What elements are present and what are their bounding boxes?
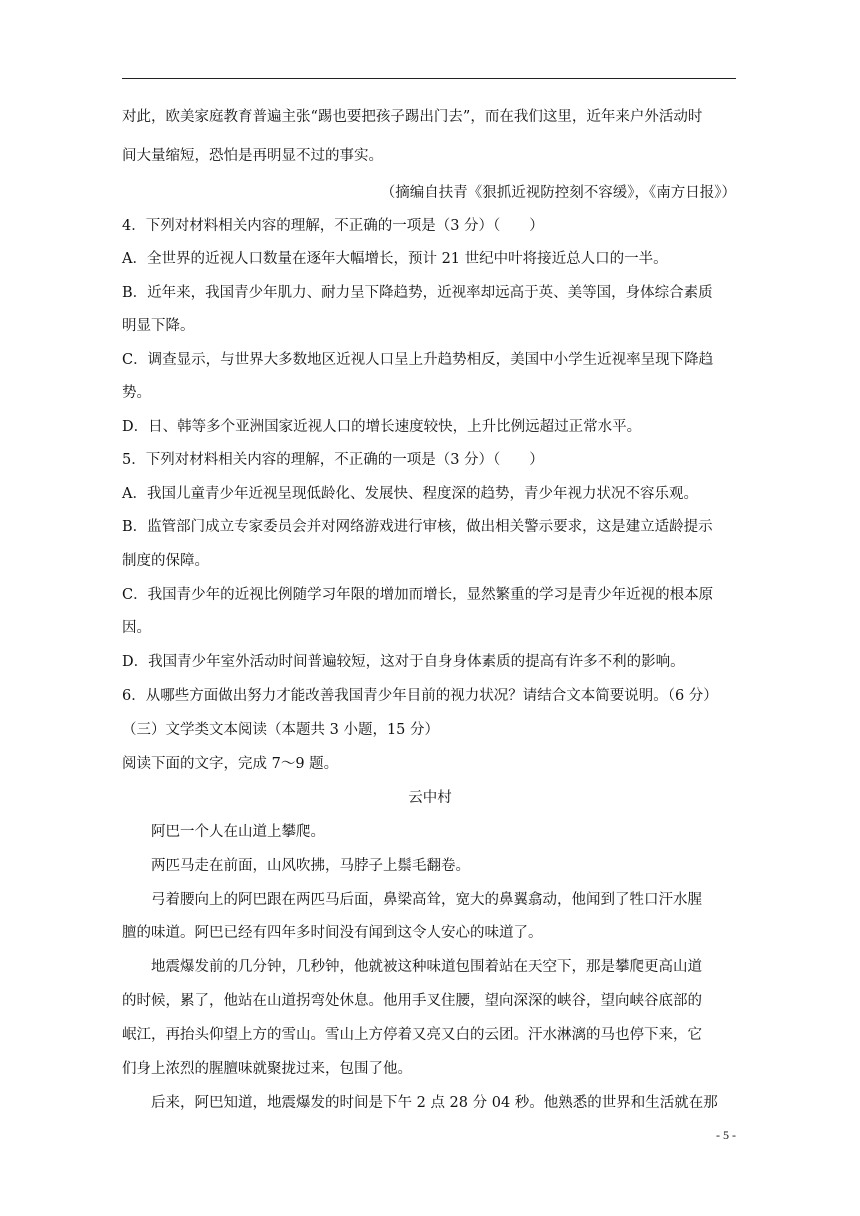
option-c: C．我国青少年的近视比例随学习年限的增加而增长，显然繁重的学习是青少年近视的根本原 [122, 587, 714, 603]
option-b: B．近年来，我国青少年肌力、耐力呈下降趋势，近视率却远高于英、美等国，身体综合素质 [122, 285, 713, 301]
text-line: 势。 [122, 385, 151, 401]
paragraph: 阿巴一个人在山道上攀爬。 [151, 824, 325, 840]
option-c: C．调查显示，与世界大多数地区近视人口呈上升趋势相反，美国中小学生近视率呈现下降趋 [122, 352, 714, 368]
story-title: 云中村 [408, 790, 452, 806]
text-line: 对此，欧美家庭教育普遍主张“踢也要把孩子踢出门去”，而在我们这里，近年来户外活动时 [122, 109, 703, 125]
question-4: 4．下列对材料相关内容的理解，不正确的一项是（3 分）（ ） [122, 218, 544, 234]
text-line: 间大量缩短，恐怕是再明显不过的事实。 [122, 148, 383, 164]
text-line: 因。 [122, 620, 151, 636]
question-5: 5．下列对材料相关内容的理解，不正确的一项是（3 分）（ ） [122, 452, 544, 468]
option-b: B．监管部门成立专家委员会并对网络游戏进行审核，做出相关警示要求，这是建立适龄提示 [122, 519, 713, 535]
instruction: 阅读下面的文字，完成 7～9 题。 [122, 756, 339, 772]
paragraph: 弓着腰向上的阿巴跟在两匹马后面，鼻梁高耸，宽大的鼻翼翕动，他闻到了牲口汗水腥 [151, 892, 702, 908]
option-d: D．日、韩等多个亚洲国家近视人口的增长速度较快，上升比例远超过正常水平。 [122, 419, 642, 435]
option-a: A．全世界的近视人口数量在逐年大幅增长，预计 21 世纪中叶将接近总人口的一半。 [122, 251, 668, 267]
paragraph: 后来，阿巴知道，地震爆发的时间是下午 2 点 28 分 04 秒。他熟悉的世界和生活就在那 [151, 1095, 718, 1111]
text-line: 岷江，再抬头仰望上方的雪山。雪山上方停着又亮又白的云团。汗水淋漓的马也停下来，它 [122, 1027, 702, 1043]
paragraph: 地震爆发前的几分钟，几秒钟，他就被这种味道包围着站在天空下，那是攀爬更高山道 [151, 959, 702, 975]
option-a: A．我国儿童青少年近视呈现低龄化、发展快、程度深的趋势，青少年视力状况不容乐观。 [122, 486, 698, 502]
text-line: 膻的味道。阿巴已经有四年多时间没有闻到这令人安心的味道了。 [122, 925, 543, 941]
question-6: 6．从哪些方面做出努力才能改善我国青少年目前的视力状况？请结合文本简要说明。（6 分） [122, 688, 718, 704]
source-citation: （摘编自扶青《狠抓近视防控刻不容缓》，《南方日报》） [380, 185, 736, 201]
page-number: - 5 - [716, 1128, 736, 1142]
text-line: 的时候，累了，他站在山道拐弯处休息。他用手叉住腰，望向深深的峡谷，望向峡谷底部的 [122, 993, 702, 1009]
section-heading: （三）文学类文本阅读（本题共 3 小题，15 分） [122, 722, 440, 738]
header-rule [122, 78, 736, 79]
text-line: 明显下降。 [122, 318, 195, 334]
text-line: 制度的保障。 [122, 553, 209, 569]
option-d: D．我国青少年室外活动时间普遍较短，这对于自身身体素质的提高有许多不利的影响。 [122, 654, 685, 670]
paragraph: 两匹马走在前面，山风吹拂，马脖子上鬃毛翻卷。 [151, 858, 470, 874]
text-line: 们身上浓烈的腥膻味就聚拢过来，包围了他。 [122, 1061, 412, 1077]
